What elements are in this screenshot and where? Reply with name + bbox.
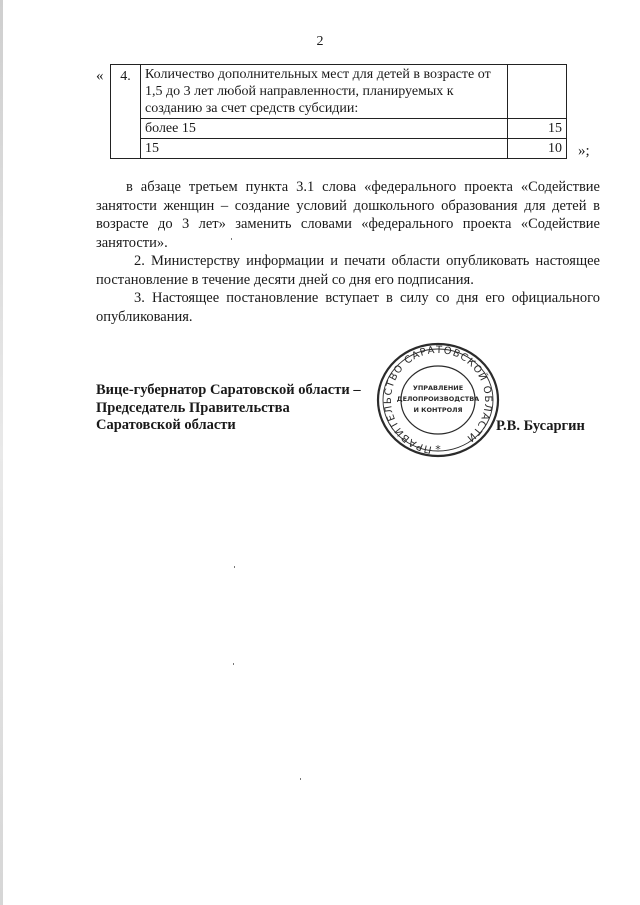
scan-speck	[231, 238, 232, 240]
amendment-table	[110, 64, 567, 159]
paragraph-amendment: в абзаце третьем пункта 3.1 слова «федерального проекта «Содействие занятости женщин – создание условий дошкольного образования для детей в возрасте до 3 лет» заменить словами «федерального проекта «Содействие занятости».	[96, 179, 600, 251]
row-number	[111, 139, 141, 159]
paragraph-publication: 2. Министерству информации и печати области опубликовать настоящее постановление в течение десяти дней со дня его подписания.	[96, 253, 600, 288]
scan-speck	[234, 566, 235, 568]
scan-speck	[233, 663, 234, 665]
scan-edge	[0, 0, 3, 905]
table-row	[111, 139, 567, 159]
signatory-name: Р.В. Бусаргин	[496, 418, 585, 434]
stamp-ring-text: ПРАВИТЕЛЬСТВО САРАТОВСКОЙ ОБЛАСТИ	[382, 344, 494, 455]
row-number: 4.	[111, 65, 141, 119]
stamp-line: ДЕЛОПРОИЗВОДСТВА	[396, 395, 480, 403]
row-text: более 15	[141, 119, 508, 139]
row-text: Количество дополнительных мест для детей в возрасте от 1,5 до 3 лет любой направленности, планируемых к созданию за счет средств субсидии:	[141, 65, 508, 119]
page-number: 2	[316, 34, 324, 49]
stamp-star: *	[435, 443, 441, 456]
row-text: 15	[141, 139, 508, 159]
signatory-line: Председатель Правительства	[96, 399, 290, 416]
signatory-line: Вице-губернатор Саратовской области –	[96, 382, 361, 398]
signatory-line: Саратовской области	[96, 417, 236, 433]
row-number	[111, 119, 141, 139]
open-quote: «	[96, 68, 104, 84]
row-value: 10	[508, 139, 567, 159]
paragraph-effective: 3. Настоящее постановление вступает в силу со дня его официального опубликования.	[96, 290, 600, 325]
row-value: 15	[508, 119, 567, 139]
scan-speck	[300, 778, 301, 780]
table-row	[111, 119, 567, 139]
official-stamp	[369, 340, 507, 460]
close-quote: »;	[578, 143, 590, 159]
signatory-title	[96, 382, 361, 435]
stamp-line: УПРАВЛЕНИЕ	[412, 384, 464, 392]
table-row	[111, 65, 567, 119]
stamp-seal-icon	[369, 340, 507, 460]
row-value	[508, 65, 567, 119]
stamp-line: И КОНТРОЛЯ	[413, 406, 463, 414]
